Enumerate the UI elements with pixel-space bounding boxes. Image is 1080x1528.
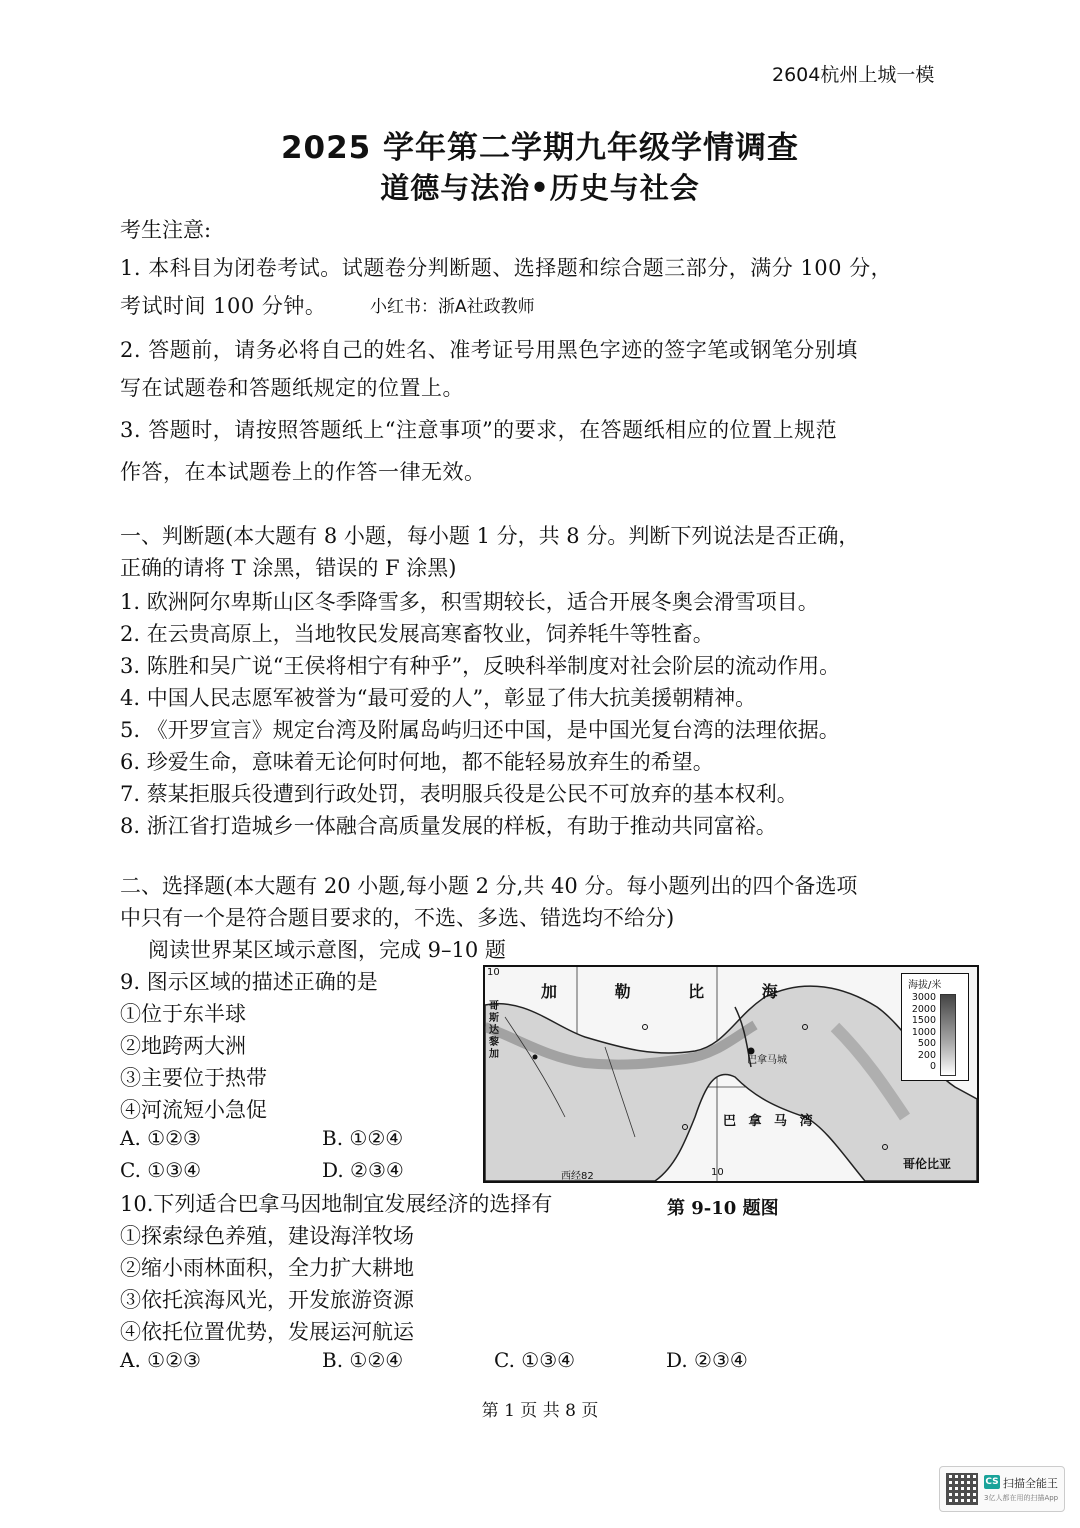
q10-statement-4: ④依托位置优势，发展运河航运: [120, 1320, 414, 1344]
judge-item-8: 8. 浙江省打造城乡一体融合高质量发展的样板，有助于推动共同富裕。: [120, 814, 777, 838]
q9-statement-1: ①位于东半球: [120, 1002, 246, 1026]
colombia-label: 哥伦比亚: [903, 1157, 952, 1171]
judge-item-3: 3. 陈胜和吴广说“王侯将相宁有种乎”，反映科举制度对社会阶层的流动作用。: [120, 654, 841, 678]
q9-statement-3: ③主要位于热带: [120, 1066, 267, 1090]
q10-option-d: D. ②③④: [666, 1348, 748, 1372]
section-1-heading-line-2: 正确的请将 T 涂黑，错误的 F 涂黑): [120, 556, 457, 580]
legend-level: 1000: [911, 1026, 936, 1038]
judge-item-1: 1. 欧洲阿尔卑斯山区冬季降雪多，积雪期较长，适合开展冬奥会滑雪项目。: [120, 590, 819, 614]
q9-option-a: A. ①②③: [120, 1126, 201, 1150]
q10-statement-1: ①探索绿色养殖，建设海洋牧场: [120, 1224, 414, 1248]
reading-intro: 阅读世界某区域示意图，完成 9–10 题: [148, 938, 506, 962]
legend-levels: [906, 992, 936, 1073]
scanner-app-name: 扫描全能王: [1003, 1477, 1058, 1490]
q10-option-a: A. ①②③: [120, 1348, 201, 1372]
legend-level: 3000: [911, 992, 936, 1003]
legend-title: 海拔/米: [908, 980, 942, 991]
city-dot: [533, 1055, 538, 1060]
q9-statement-2: ②地跨两大洲: [120, 1034, 246, 1058]
q10-statement-3: ③依托滨海风光，开发旅游资源: [120, 1288, 414, 1312]
legend-level: 1500: [911, 1015, 936, 1026]
gulf-of-panama-label: 巴 拿 马 湾: [723, 1114, 817, 1129]
legend-level: 200: [917, 1049, 936, 1061]
notice-item-1-line-2: 考试时间 100 分钟。: [120, 294, 327, 318]
legend-level: 0: [929, 1061, 936, 1072]
town-dot: [643, 1025, 648, 1030]
map-caption: 第 9-10 题图: [667, 1198, 779, 1219]
q10-statement-2: ②缩小雨林面积，全力扩大耕地: [120, 1256, 414, 1280]
notice-item-2-line-1: 2. 答题前，请务必将自己的姓名、准考证号用黑色字迹的签字笔或钢笔分别填: [120, 338, 858, 362]
elevation-legend: [901, 973, 969, 1081]
legend-level: 500: [917, 1038, 936, 1049]
notice-item-3-line-1: 3. 答题时，请按照答题纸上“注意事项”的要求，在答题纸相应的位置上规范: [120, 418, 838, 442]
q9-statement-4: ④河流短小急促: [120, 1098, 267, 1122]
exam-title: 2025 学年第二学期九年级学情调查: [280, 130, 800, 166]
caribbean-sea-label: 加 勒 比 海: [541, 982, 804, 1001]
scanner-badge[interactable]: [939, 1466, 1065, 1512]
q9-option-c: C. ①③④: [120, 1158, 202, 1182]
qr-code-icon: [946, 1473, 978, 1505]
longitude-label: 西经82: [561, 1171, 594, 1182]
legend-color-bar: [940, 994, 956, 1076]
judge-item-4: 4. 中国人民志愿军被誉为“最可爱的人”，彰显了伟大抗美援朝精神。: [120, 686, 757, 710]
camscanner-logo: CS: [985, 1477, 999, 1487]
latitude-label-bottom: 10: [711, 1167, 724, 1178]
judge-item-2: 2. 在云贵高原上，当地牧民发展高寒畜牧业，饲养牦牛等牲畜。: [120, 622, 714, 646]
page-number: 第 1 页 共 8 页: [481, 1401, 599, 1421]
q9-option-b: B. ①②④: [322, 1126, 404, 1150]
notice-item-3-line-2: 作答，在本试题卷上的作答一律无效。: [120, 460, 486, 484]
q9-option-d: D. ②③④: [322, 1158, 404, 1182]
scanner-tagline: 3亿人都在用的扫描App: [984, 1494, 1059, 1502]
q9-stem: 9. 图示区域的描述正确的是: [120, 970, 378, 994]
notice-item-2-line-2: 写在试题卷和答题纸规定的位置上。: [120, 376, 464, 400]
panama-region-map: [483, 965, 979, 1183]
notice-heading: 考生注意:: [120, 218, 212, 242]
latitude-label-top: 10: [487, 967, 500, 978]
q10-option-b: B. ①②④: [322, 1348, 404, 1372]
notice-item-1-line-1: 1. 本科目为闭卷考试。试题卷分判断题、选择题和综合题三部分，满分 100 分，: [120, 256, 893, 280]
judge-item-5: 5. 《开罗宣言》规定台湾及附属岛屿归还中国，是中国光复台湾的法理依据。: [120, 718, 840, 742]
section-2-heading-line-2: 中只有一个是符合题目要求的，不选、多选、错选均不给分): [120, 906, 675, 930]
exam-subject: 道德与法治•历史与社会: [380, 171, 700, 205]
judge-item-7: 7. 蔡某拒服兵役遭到行政处罚，表明服兵役是公民不可放弃的基本权利。: [120, 782, 798, 806]
costa-rica-label: 哥斯达黎加: [489, 1001, 499, 1060]
q10-stem: 10.下列适合巴拿马因地制宜发展经济的选择有: [120, 1192, 553, 1216]
watermark-text: 小红书：浙A社政教师: [370, 297, 535, 317]
legend-level: 2000: [911, 1003, 936, 1015]
exam-source-tag: 2604杭州上城一模: [772, 64, 935, 86]
judge-item-6: 6. 珍爱生命，意味着无论何时何地，都不能轻易放弃生的希望。: [120, 750, 714, 774]
q10-option-c: C. ①③④: [494, 1348, 576, 1372]
panama-city-label: 巴拿马城: [747, 1055, 787, 1066]
section-1-heading-line-1: 一、判断题(本大题有 8 小题，每小题 1 分，共 8 分。判断下列说法是否正确，: [120, 524, 860, 548]
section-2-heading-line-1: 二、选择题(本大题有 20 小题,每小题 2 分,共 40 分。每小题列出的四个备选项: [120, 874, 858, 898]
